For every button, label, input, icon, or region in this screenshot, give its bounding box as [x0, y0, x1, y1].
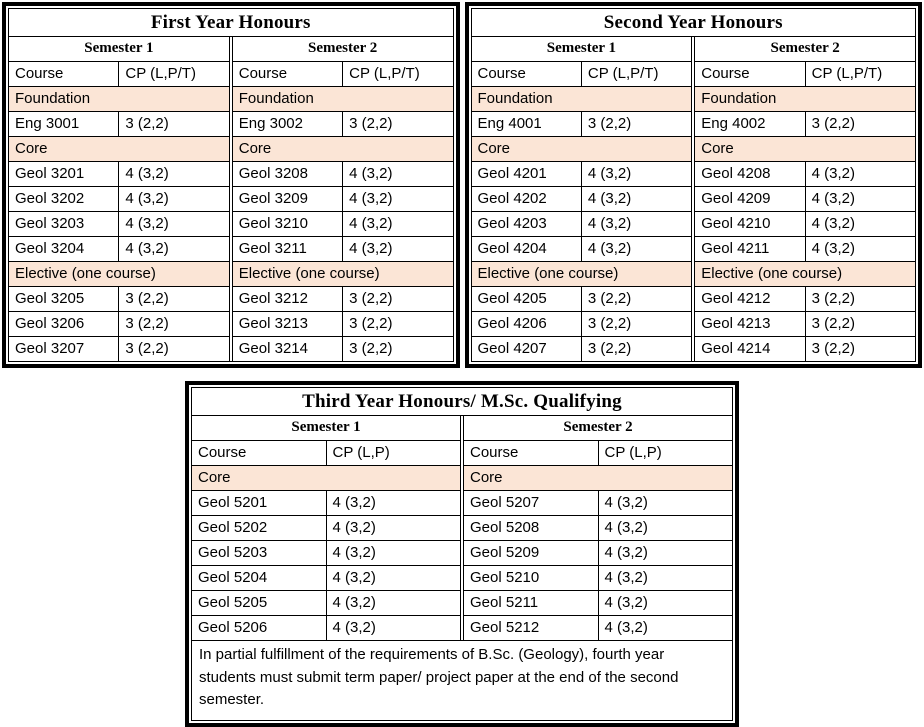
course-credit: 3 (2,2) — [119, 337, 229, 362]
semester-table — [9, 37, 229, 361]
section-header-row — [472, 137, 692, 162]
course-credit: 4 (3,2) — [805, 237, 915, 262]
course-code: Geol 4213 — [695, 312, 805, 337]
column-header-row — [695, 62, 915, 87]
column-header: Course — [9, 62, 119, 87]
year-tables-row — [2, 2, 922, 368]
course-code: Geol 4201 — [472, 162, 582, 187]
course-credit: 4 (3,2) — [581, 162, 691, 187]
course-code: Geol 3209 — [233, 187, 343, 212]
course-code: Geol 3203 — [9, 212, 119, 237]
course-code: Geol 5212 — [464, 616, 598, 641]
column-header: CP (L,P) — [598, 441, 732, 466]
course-code: Geol 3202 — [9, 187, 119, 212]
course-code: Geol 5205 — [192, 591, 326, 616]
course-row — [9, 337, 229, 362]
course-credit: 3 (2,2) — [805, 337, 915, 362]
semester-title-row — [192, 416, 460, 441]
course-credit: 3 (2,2) — [581, 337, 691, 362]
course-credit: 4 (3,2) — [343, 162, 453, 187]
course-credit: 3 (2,2) — [119, 112, 229, 137]
section-header-row — [472, 87, 692, 112]
course-code: Geol 5202 — [192, 516, 326, 541]
section-label: Foundation — [9, 87, 229, 112]
course-code: Geol 4209 — [695, 187, 805, 212]
course-code: Eng 3002 — [233, 112, 343, 137]
course-row — [9, 112, 229, 137]
course-code: Geol 4203 — [472, 212, 582, 237]
course-credit: 4 (3,2) — [598, 591, 732, 616]
course-row — [9, 212, 229, 237]
course-code: Geol 5204 — [192, 566, 326, 591]
semester-title-row — [9, 37, 229, 62]
course-code: Eng 4002 — [695, 112, 805, 137]
course-row — [233, 237, 453, 262]
course-credit: 4 (3,2) — [581, 237, 691, 262]
course-code: Geol 4205 — [472, 287, 582, 312]
table-inner-border — [471, 8, 917, 362]
course-code: Geol 5209 — [464, 541, 598, 566]
first-year-honours-table — [2, 2, 460, 368]
semester-tables — [192, 416, 732, 640]
section-header-row — [695, 137, 915, 162]
course-credit: 4 (3,2) — [326, 516, 460, 541]
section-header-row — [472, 262, 692, 287]
semester-title: Semester 2 — [464, 416, 732, 441]
column-header-row — [9, 62, 229, 87]
course-code: Geol 5203 — [192, 541, 326, 566]
section-header-row — [9, 87, 229, 112]
course-row — [472, 212, 692, 237]
course-code: Geol 3208 — [233, 162, 343, 187]
course-credit: 4 (3,2) — [805, 187, 915, 212]
course-row — [9, 237, 229, 262]
semester-title-row — [233, 37, 453, 62]
course-row — [464, 541, 732, 566]
column-header: CP (L,P/T) — [581, 62, 691, 87]
course-code: Geol 3205 — [9, 287, 119, 312]
semester-title: Semester 2 — [695, 37, 915, 62]
table-title: Second Year Honours — [472, 9, 916, 37]
section-label: Foundation — [233, 87, 453, 112]
course-row — [192, 616, 460, 641]
column-header: CP (L,P/T) — [805, 62, 915, 87]
course-row — [695, 337, 915, 362]
course-credit: 4 (3,2) — [598, 491, 732, 516]
section-header-row — [192, 466, 460, 491]
table-inner-border — [191, 387, 733, 721]
course-credit: 4 (3,2) — [581, 212, 691, 237]
section-header-row — [233, 137, 453, 162]
course-credit: 4 (3,2) — [326, 616, 460, 641]
semester-tables — [472, 37, 916, 361]
course-row — [233, 212, 453, 237]
course-row — [233, 162, 453, 187]
section-label: Elective (one course) — [695, 262, 915, 287]
course-code: Geol 4204 — [472, 237, 582, 262]
course-row — [464, 491, 732, 516]
course-credit: 4 (3,2) — [598, 516, 732, 541]
course-row — [472, 337, 692, 362]
semester-title: Semester 1 — [472, 37, 692, 62]
course-row — [192, 516, 460, 541]
course-code: Geol 4207 — [472, 337, 582, 362]
course-code: Geol 4208 — [695, 162, 805, 187]
section-header-row — [9, 137, 229, 162]
course-row — [233, 337, 453, 362]
course-credit: 4 (3,2) — [119, 187, 229, 212]
course-row — [695, 162, 915, 187]
course-row — [464, 591, 732, 616]
course-credit: 3 (2,2) — [581, 287, 691, 312]
column-header: CP (L,P/T) — [343, 62, 453, 87]
course-row — [472, 237, 692, 262]
course-code: Geol 5201 — [192, 491, 326, 516]
course-code: Geol 4210 — [695, 212, 805, 237]
third-year-honours-table — [185, 381, 739, 727]
semester-table — [192, 416, 460, 640]
column-header-row — [464, 441, 732, 466]
semester-tables — [9, 37, 453, 361]
semester-title: Semester 2 — [233, 37, 453, 62]
section-label: Core — [472, 137, 692, 162]
section-label: Elective (one course) — [472, 262, 692, 287]
semester-title: Semester 1 — [9, 37, 229, 62]
course-code: Eng 4001 — [472, 112, 582, 137]
course-row — [472, 162, 692, 187]
course-row — [192, 541, 460, 566]
course-credit: 4 (3,2) — [598, 541, 732, 566]
section-label: Core — [9, 137, 229, 162]
course-row — [233, 287, 453, 312]
course-row — [233, 312, 453, 337]
course-row — [192, 591, 460, 616]
semester-title: Semester 1 — [192, 416, 460, 441]
course-row — [464, 516, 732, 541]
section-header-row — [9, 262, 229, 287]
course-code: Eng 3001 — [9, 112, 119, 137]
course-row — [695, 187, 915, 212]
course-row — [472, 312, 692, 337]
course-row — [233, 187, 453, 212]
column-header-row — [192, 441, 460, 466]
section-label: Elective (one course) — [233, 262, 453, 287]
course-credit: 4 (3,2) — [581, 187, 691, 212]
course-credit: 3 (2,2) — [805, 287, 915, 312]
section-label: Core — [464, 466, 732, 491]
course-credit: 3 (2,2) — [119, 287, 229, 312]
course-code: Geol 5208 — [464, 516, 598, 541]
course-code: Geol 4206 — [472, 312, 582, 337]
section-label: Core — [192, 466, 460, 491]
course-credit: 3 (2,2) — [805, 112, 915, 137]
table-inner-border — [8, 8, 454, 362]
course-row — [472, 112, 692, 137]
footnote: In partial fulfillment of the requirements of B.Sc. (Geology), fourth year students must submit term paper/ project paper at the end of the second semester. — [192, 640, 732, 720]
section-label: Foundation — [472, 87, 692, 112]
section-header-row — [233, 87, 453, 112]
course-code: Geol 3201 — [9, 162, 119, 187]
course-credit: 4 (3,2) — [119, 212, 229, 237]
course-row — [9, 162, 229, 187]
column-header: Course — [233, 62, 343, 87]
course-code: Geol 5207 — [464, 491, 598, 516]
course-row — [233, 112, 453, 137]
course-credit: 3 (2,2) — [343, 112, 453, 137]
table-title: First Year Honours — [9, 9, 453, 37]
course-row — [9, 187, 229, 212]
course-credit: 3 (2,2) — [343, 287, 453, 312]
course-code: Geol 5206 — [192, 616, 326, 641]
course-credit: 3 (2,2) — [119, 312, 229, 337]
course-row — [695, 312, 915, 337]
course-row — [695, 112, 915, 137]
course-credit: 4 (3,2) — [326, 541, 460, 566]
course-credit: 4 (3,2) — [119, 237, 229, 262]
course-row — [695, 287, 915, 312]
section-header-row — [695, 87, 915, 112]
section-label: Core — [233, 137, 453, 162]
course-credit: 4 (3,2) — [326, 591, 460, 616]
course-credit: 4 (3,2) — [805, 162, 915, 187]
course-credit: 3 (2,2) — [343, 312, 453, 337]
course-code: Geol 4214 — [695, 337, 805, 362]
semester-table — [464, 416, 732, 640]
course-credit: 4 (3,2) — [805, 212, 915, 237]
semester-title-row — [695, 37, 915, 62]
course-code: Geol 3204 — [9, 237, 119, 262]
course-code: Geol 3207 — [9, 337, 119, 362]
section-header-row — [695, 262, 915, 287]
course-code: Geol 4211 — [695, 237, 805, 262]
table-title: Third Year Honours/ M.Sc. Qualifying — [192, 388, 732, 416]
course-row — [192, 491, 460, 516]
course-credit: 3 (2,2) — [805, 312, 915, 337]
semester-title-row — [464, 416, 732, 441]
course-row — [464, 616, 732, 641]
course-code: Geol 5211 — [464, 591, 598, 616]
course-credit: 4 (3,2) — [343, 212, 453, 237]
section-label: Elective (one course) — [9, 262, 229, 287]
course-code: Geol 5210 — [464, 566, 598, 591]
column-header: CP (L,P) — [326, 441, 460, 466]
section-header-row — [233, 262, 453, 287]
course-row — [192, 566, 460, 591]
semester-table — [695, 37, 915, 361]
column-header-row — [472, 62, 692, 87]
course-credit: 3 (2,2) — [581, 312, 691, 337]
column-header: Course — [192, 441, 326, 466]
course-row — [464, 566, 732, 591]
course-row — [695, 237, 915, 262]
section-header-row — [464, 466, 732, 491]
section-label: Core — [695, 137, 915, 162]
section-label: Foundation — [695, 87, 915, 112]
course-credit: 4 (3,2) — [343, 187, 453, 212]
course-credit: 4 (3,2) — [598, 566, 732, 591]
semester-table — [233, 37, 453, 361]
course-row — [472, 287, 692, 312]
course-credit: 4 (3,2) — [326, 566, 460, 591]
course-code: Geol 4202 — [472, 187, 582, 212]
course-code: Geol 3213 — [233, 312, 343, 337]
course-row — [472, 187, 692, 212]
semester-table — [472, 37, 692, 361]
column-header: Course — [695, 62, 805, 87]
column-header-row — [233, 62, 453, 87]
course-code: Geol 3211 — [233, 237, 343, 262]
course-row — [9, 312, 229, 337]
course-code: Geol 3214 — [233, 337, 343, 362]
course-credit: 3 (2,2) — [581, 112, 691, 137]
course-code: Geol 3206 — [9, 312, 119, 337]
semester-title-row — [472, 37, 692, 62]
course-credit: 4 (3,2) — [326, 491, 460, 516]
second-year-honours-table — [465, 2, 923, 368]
course-credit: 4 (3,2) — [119, 162, 229, 187]
column-header: Course — [472, 62, 582, 87]
course-code: Geol 4212 — [695, 287, 805, 312]
course-credit: 4 (3,2) — [598, 616, 732, 641]
course-code: Geol 3210 — [233, 212, 343, 237]
course-credit: 3 (2,2) — [343, 337, 453, 362]
course-row — [695, 212, 915, 237]
column-header: Course — [464, 441, 598, 466]
course-credit: 4 (3,2) — [343, 237, 453, 262]
column-header: CP (L,P/T) — [119, 62, 229, 87]
course-code: Geol 3212 — [233, 287, 343, 312]
course-row — [9, 287, 229, 312]
